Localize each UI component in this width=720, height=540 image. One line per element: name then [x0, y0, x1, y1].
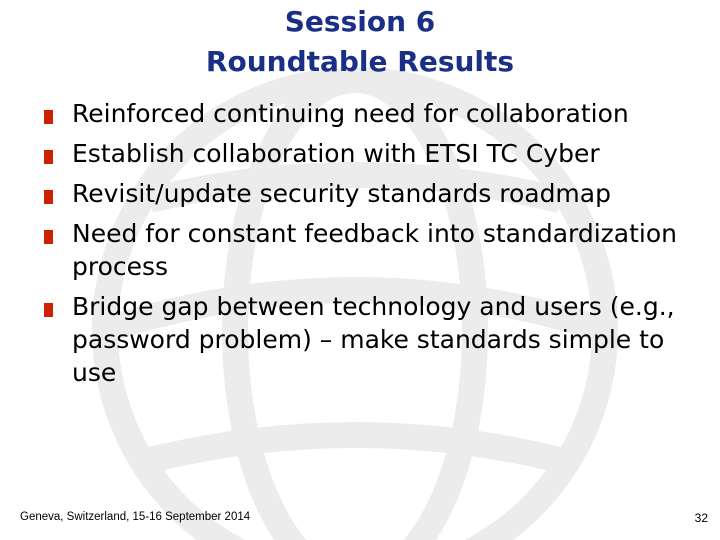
footer-location-date: Geneva, Switzerland, 15-16 September 2014	[20, 511, 251, 523]
bullet-item	[44, 290, 704, 389]
bullet-item	[44, 177, 704, 210]
bullet-text: Bridge gap between technology and users (e.g., password problem) – make standards simple to use	[72, 292, 675, 387]
page-number: 32	[694, 511, 708, 525]
bullet-text: Revisit/update security standards roadmap	[72, 179, 611, 208]
slide-title	[0, 2, 720, 82]
title-line-2: Roundtable Results	[205, 45, 515, 78]
bullet-text: Establish collaboration with ETSI TC Cyber	[72, 139, 600, 168]
bullet-list	[44, 97, 704, 396]
title-line-1: Session 6	[284, 5, 436, 38]
bullet-item	[44, 217, 704, 283]
bullet-item	[44, 97, 704, 130]
bullet-marker-icon	[44, 110, 53, 124]
bullet-text: Need for constant feedback into standardization process	[72, 219, 678, 281]
bullet-marker-icon	[44, 303, 53, 317]
bullet-text: Reinforced continuing need for collaboration	[72, 99, 629, 128]
bullet-item	[44, 137, 704, 170]
bullet-marker-icon	[44, 150, 53, 164]
bullet-marker-icon	[44, 190, 53, 204]
bullet-marker-icon	[44, 230, 53, 244]
